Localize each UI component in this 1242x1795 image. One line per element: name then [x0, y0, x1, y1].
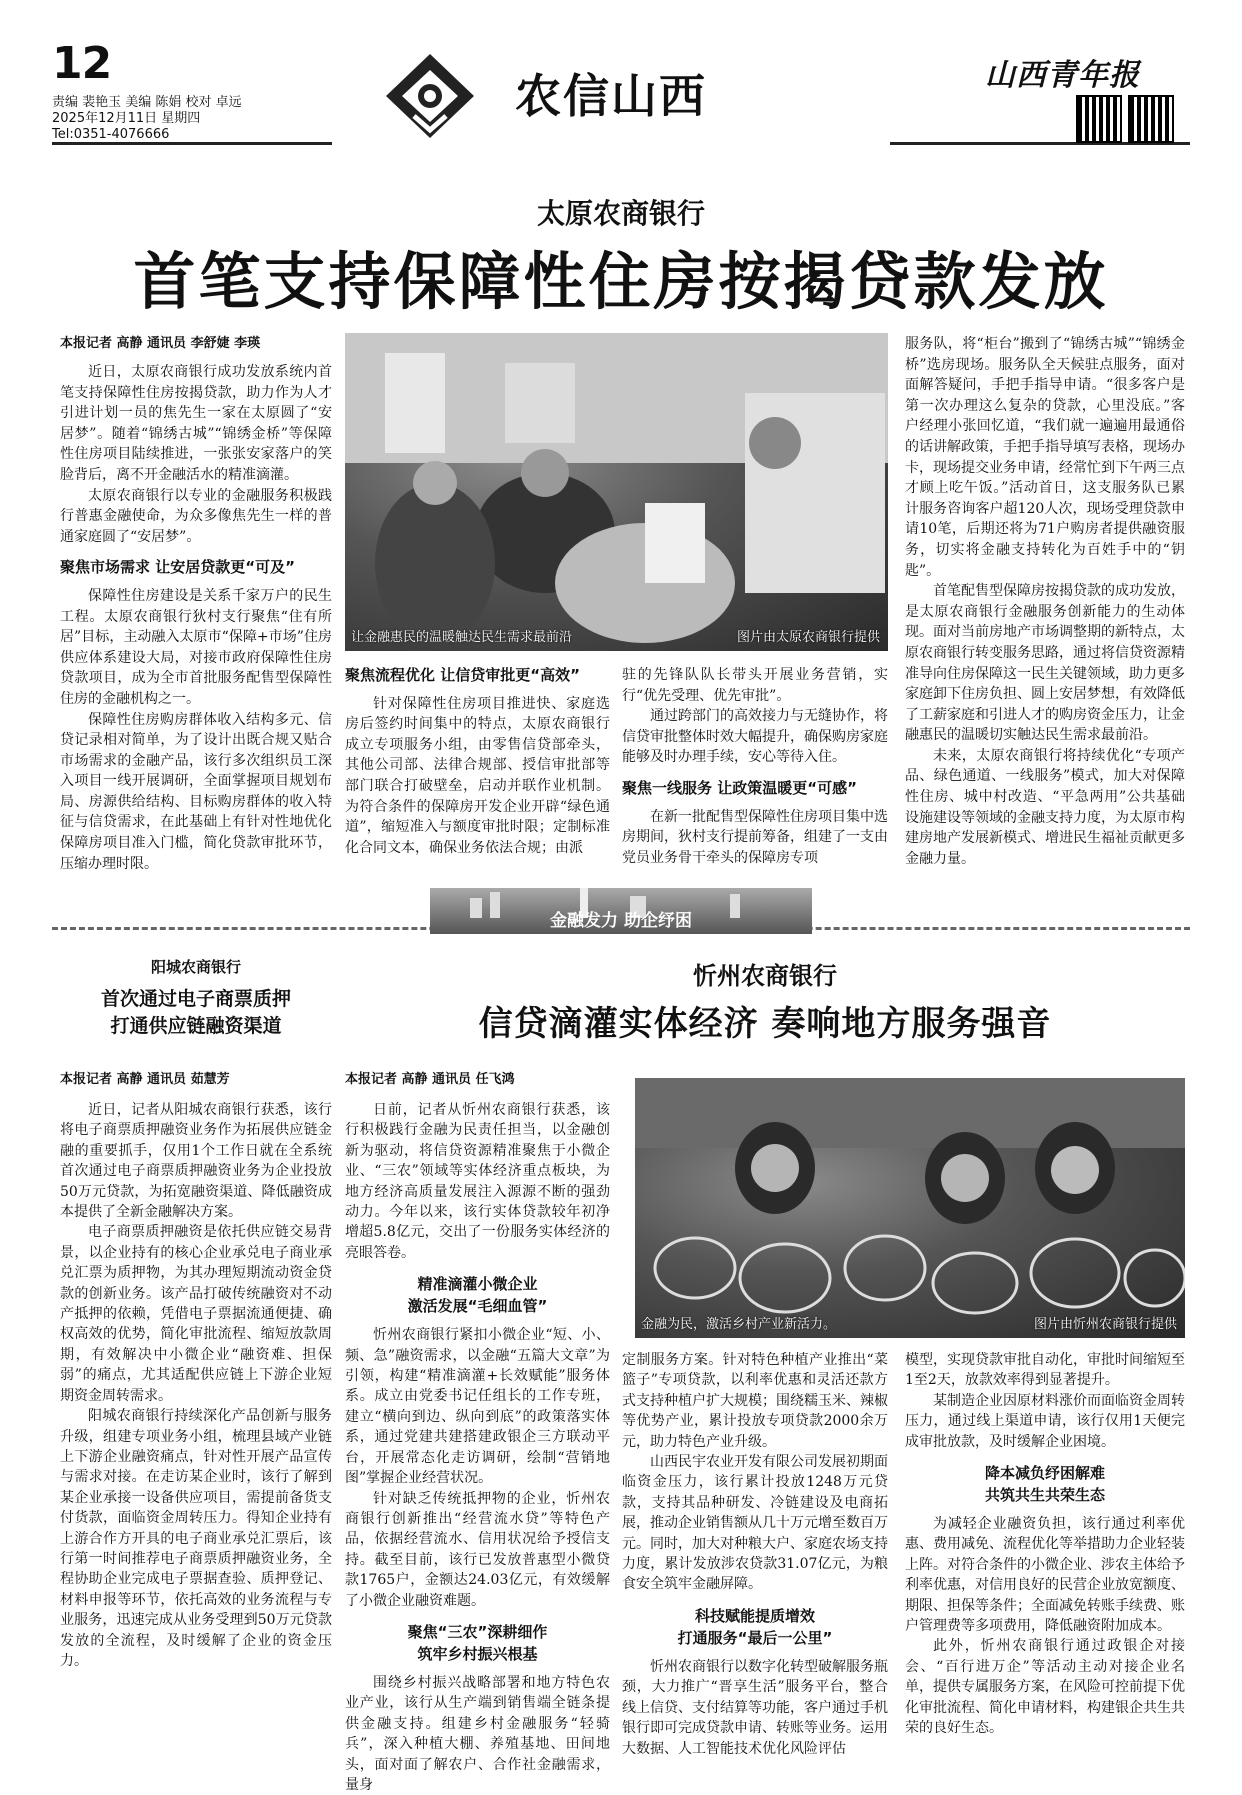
- paragraph: 忻州农商银行以数字化转型破解服务瓶颈，大力推广“晋享生活”服务平台，整合线上信贷、支付结算等功能，客户通过手机银行即可完成贷款申请、转账等业务。运用大数据、人工智能技术优化风险评估: [622, 1658, 888, 1757]
- lead-col-4: [905, 334, 1185, 869]
- lead-kicker: 太原农商银行: [536, 197, 705, 230]
- brand-title: 农信山西: [515, 69, 707, 123]
- subheading: [622, 1605, 888, 1649]
- paragraph: 定制服务方案。针对特色种植产业推出“菜篮子”专项贷款，以利率优惠和灵活还款方式支持种植户扩大规模；围绕糯玉米、辣椒等优势产业，累计投放专项贷款2000余万元，助力特色产业升级。: [622, 1352, 888, 1450]
- lead-col-1: [60, 362, 332, 874]
- paragraph: 阳城农商银行持续深化产品创新与服务升级，组建专项业务小组，梳理县域产业链上下游企业融资痛点，针对性开展产品宣传与需求对接。在走访某企业时，该行了解到某企业承接一设备供应项目，需提前备货支付货款，面临资金周转压力。得知企业持有上游合作方开具的电子商业承兑汇票后，该行第一时间推荐电子商票质押融资业务，全程协助企业完成电子票据查验、质押登记、材料申报等环节，依托高效的业务流程与专业服务，迅速完成从业务受理到50万元贷款发放的全流程，及时缓解了企业的资金压力。: [60, 1408, 332, 1669]
- subheading-line: 打通服务“最后一公里”: [677, 1628, 833, 1647]
- paragraph: 某制造企业因原材料涨价而面临资金周转压力，通过线上渠道申请，该行仅用1天便完成审批放款，及时缓解企业困境。: [905, 1392, 1185, 1450]
- paragraph: 针对缺乏传统抵押物的企业，忻州农商银行创新推出“经营流水贷”等特色产品，依据经营流水、信用状况给予授信支持。截至目前，该行已发放普惠型小微贷款1765户，金额达24.03亿元，有效缓解了小微企业融资难题。: [345, 1490, 610, 1609]
- photo-caption: 金融为民，激活乡村产业新活力。: [641, 1317, 837, 1332]
- paragraph: 保障性住房购房群体收入结构多元、信贷记录相对简单，为了设计出既合规又贴合市场需求的金融产品，该行多次组织员工深入项目一线开展调研，全面掌握项目规划布局、房源供给结构、目标购房群体的收入特征与信贷需求，在此基础上有针对性地优化保障房项目准入门槛，简化贷款审批环节，压缩办理时限。: [60, 711, 332, 872]
- paragraph: 驻的先锋队队长带头开展业务营销，实行“优先受理、优先审批”。: [622, 667, 888, 704]
- masthead: 山西青年报: [985, 58, 1140, 93]
- paragraph: 在新一批配售型保障性住房项目集中选房期间，狄村支行提前筹备，组建了一支由党员业务骨干牵头的保障房专项: [622, 808, 888, 866]
- paragraph: 忻州农商银行紧扣小微企业“短、小、频、急”融资需求，以金融“五篇大文章”为引领，构建“精准滴灌+长效赋能”服务体系。成立由党委书记任组长的工作专班，建立“横向到边、纵向到底”的政策落实体系，通过党建共建搭建政银企三方联动平台，开展常态化走访调研，绘制“营销地图”掌握企业经营状况。: [345, 1327, 610, 1487]
- paragraph: 为减轻企业融资负担，该行通过利率优惠、费用减免、流程优化等举措助力企业轻装上阵。对符合条件的小微企业、涉农主体给予利率优惠，对信用良好的民营企业放宽额度、期限、担保等条件；全面减免转账手续费、账户管理费等多项费用，降低融资附加成本。: [905, 1516, 1185, 1635]
- header-rule-left: [52, 142, 332, 145]
- paragraph: 服务队，将“柜台”搬到了“锦绣古城”“锦绣金桥”选房现场。服务队全天候驻点服务，面对面解答疑问，手把手指导申请。“很多客户是第一次办理这么复杂的贷款，心里没底。”客户经理小张回忆道，“我们就一遍遍用最通俗的话讲解政策，手把手指导填写表格，现场办卡，现场提交业务申请，经常忙到下午两三点才顾上吃午饭。”活动首日，这支服务队已累计服务咨询客户超120人次，现场受理贷款申请10笔，后期还将为71户购房者提供融资服务，切实将金融支持转化为百姓手中的“钥匙”。: [905, 336, 1185, 579]
- subheading-line: 共筑共生共荣生态: [984, 1486, 1105, 1505]
- subheading: [345, 1273, 610, 1317]
- paragraph: 电子商票质押融资是依托供应链交易背景，以企业持有的核心企业承兑电子商业承兑汇票为质押物，为其办理短期流动资金贷款的创新业务。该产品打破传统融资对不动产抵押的依赖，凭借电子票据流通便捷、确权高效的优势，简化审批流程、缩短放款周期，有效解决中小微企业“融资难、担保弱”的痛点，尤其适配供应链上下游企业短期资金周转需求。: [60, 1224, 332, 1404]
- right-col-3: [905, 1350, 1185, 1739]
- paragraph: 首笔配售型保障房按揭贷款的成功发放，是太原农商银行金融服务创新能力的生动体现。面对当前房地产市场调整期的新特点，太原农商银行转变服务思路，通过将信贷资源精准导向住房保障这一民生关键领域，助力更多家庭卸下住房负担、圆上安居梦想，有效降低了工薪家庭和引进人才的购房资金压力，让金融惠民的温暖切实触达民生需求最前沿。: [905, 583, 1185, 744]
- left-byline: 本报记者 高静 通讯员 茹慧芳: [60, 1072, 230, 1087]
- right-headline: 信贷滴灌实体经济 奏响地方服务强音: [478, 1004, 1052, 1044]
- left-headline-line-1: 首次通过电子商票质押: [100, 988, 291, 1010]
- photo-caption: 让金融惠民的温暖触达民生需求最前沿: [351, 630, 573, 645]
- lead-col-2: [345, 665, 610, 858]
- paragraph: 太原农商银行以专业的金融服务积极践行普惠金融使命，为众多像焦先生一样的普通家庭圆了“安居梦”。: [60, 487, 332, 545]
- date-line: 2025年12月11日 星期四: [52, 111, 201, 126]
- right-byline: 本报记者 高静 通讯员 任飞鸿: [345, 1072, 515, 1087]
- subheading: [345, 1621, 610, 1665]
- paragraph: 日前，记者从忻州农商银行获悉，该行积极践行金融为民责任担当，以金融创新为驱动，将信贷资源精准聚焦于小微企业、“三农”领域等实体经济重点板块，为地方经济高质量发展注入源源不断的强劲动力。今年以来，该行实体贷款较年初净增超5.8亿元，交出了一份服务实体经济的亮眼答卷。: [345, 1102, 610, 1261]
- left-headline-line-2: 打通供应链融资渠道: [110, 1015, 282, 1037]
- subheading-line: 精准滴灌小微企业: [417, 1275, 538, 1294]
- bank-logo-icon: [384, 52, 476, 140]
- subheading: 聚焦流程优化 让信贷审批更“高效”: [345, 666, 580, 684]
- photo-credit: 图片由太原农商银行提供: [736, 630, 880, 645]
- left-body: [60, 1100, 332, 1671]
- subheading-line: 激活发展“毛细血管”: [407, 1297, 548, 1316]
- people-illustration: [345, 333, 888, 651]
- subheading-line: 降本减负纾困解难: [984, 1464, 1105, 1483]
- paragraph: 近日，记者从阳城农商银行获悉，该行将电子商票质押融资业务作为拓展供应链金融的重要抓手，仅用1个工作日就在全系统首次通过电子商票质押融资业务为企业投放50万元贷款，为拓宽融资渠道、降低融资成本提供了全新金融解决方案。: [60, 1102, 332, 1221]
- lead-col-3: [622, 665, 888, 868]
- subheading: 聚焦市场需求 让安居贷款更“可及”: [60, 558, 295, 577]
- right-col-2: [622, 1350, 888, 1759]
- lead-byline: 本报记者 高静 通讯员 李舒婕 李瑛: [60, 336, 261, 351]
- photo-credit: 图片由忻州农商银行提供: [1033, 1317, 1177, 1332]
- right-kicker: 忻州农商银行: [693, 961, 837, 990]
- lead-photo: [345, 333, 888, 651]
- subheading: [905, 1462, 1185, 1506]
- paragraph: 针对保障性住房项目推进快、家庭选房后签约时间集中的特点，太原农商银行成立专项服务小组，由零售信贷部牵头，其他公司部、法律合规部、授信审批部等部门联合打破壁垒，启动并联作业机制。为符合条件的保障房开发企业开辟“绿色通道”，缩短准入与额度审批时限；定制标准化合同文本，确保业务依法合规；由派: [345, 695, 610, 856]
- paragraph: 近日，太原农商银行成功发放系统内首笔支持保障性住房按揭贷款，助力作为人才引进计划一员的焦先生一家在太原圆了“安居梦”。随着“锦绣古城”“锦绣金桥”等保障性住房项目陆续推进，一张张安家落户的笑脸背后，离不开金融活水的精准滴灌。: [60, 364, 332, 483]
- paragraph: 此外，忻州农商银行通过政银企对接会、“百行进万企”等活动主动对接企业名单，提供专属服务方案，在风险可控前提下优化审批流程、简化申请材料，构建银企共生共荣的良好生态。: [905, 1638, 1185, 1737]
- subheading-line: 聚焦“三农”深耕细作: [407, 1622, 548, 1641]
- subheading-line: 科技赋能提质增效: [694, 1606, 815, 1625]
- editors-line: 责编 裴艳玉 美编 陈娟 校对 卓远: [52, 95, 242, 110]
- section-banner-text: 金融发力 助企纾困: [550, 911, 692, 931]
- right-photo: [635, 1078, 1185, 1338]
- paragraph: 未来，太原农商银行将持续优化“专项产品、绿色通道、一线服务”模式，加大对保障性住房、城中村改造、“平急两用”公共基础设施建设等领域的金融支持力度，为太原市构建房地产发展新模式、增进民生福祉贡献更多金融力量。: [905, 747, 1185, 867]
- qr-code-icon: [1076, 95, 1122, 143]
- lead-headline: 首笔支持保障性住房按揭贷款发放: [133, 245, 1109, 318]
- weaving-workers-illustration: [635, 1078, 1185, 1338]
- left-headline: [60, 986, 332, 1040]
- subheading: 聚焦一线服务 让政策温暖更“可感”: [622, 778, 857, 797]
- page-number: 12: [52, 38, 112, 89]
- paragraph: 保障性住房建设是关系千家万户的民生工程。太原农商银行狄村支行聚焦“住有所居”目标，主动融入太原市“保障+市场”住房供应体系建设大局，对接市政府保障性住房贷款项目，成为全市首批服务配售型保障性住房的金融机构之一。: [60, 587, 332, 707]
- subheading-line: 筑牢乡村振兴根基: [417, 1644, 538, 1663]
- header-info: [52, 95, 242, 143]
- tel-line: Tel:0351-4076666: [52, 127, 170, 142]
- paragraph: 围绕乡村振兴战略部署和地方特色农业产业，该行从生产端到销售端全链条提供金融支持。组建乡村金融服务“轻骑兵”，深入种植大棚、养殖基地、田间地头，面对面了解农户、合作社金融需求，量身: [345, 1674, 610, 1793]
- paragraph: 模型，实现贷款审批自动化，审批时间缩短至1至2天，放款效率得到显著提升。: [905, 1352, 1185, 1389]
- paragraph: 通过跨部门的高效接力与无缝协作，将信贷审批整体时效大幅提升，确保购房家庭能够及时办理手续，安心等待入住。: [622, 708, 888, 766]
- qr-code-icon: [1128, 95, 1174, 143]
- right-col-1: [345, 1100, 610, 1795]
- left-kicker: 阳城农商银行: [150, 958, 241, 976]
- paragraph: 山西民宇农业开发有限公司发展初期面临资金压力，该行累计投放1248万元贷款，支持其品种研发、冷链建设及电商拓展，推动企业销售额从几十万元增至数百万元。同时，加大对种粮大户、家庭农场支持力度，累计发放涉农贷款31.07亿元，为粮食安全筑牢金融屏障。: [622, 1454, 888, 1593]
